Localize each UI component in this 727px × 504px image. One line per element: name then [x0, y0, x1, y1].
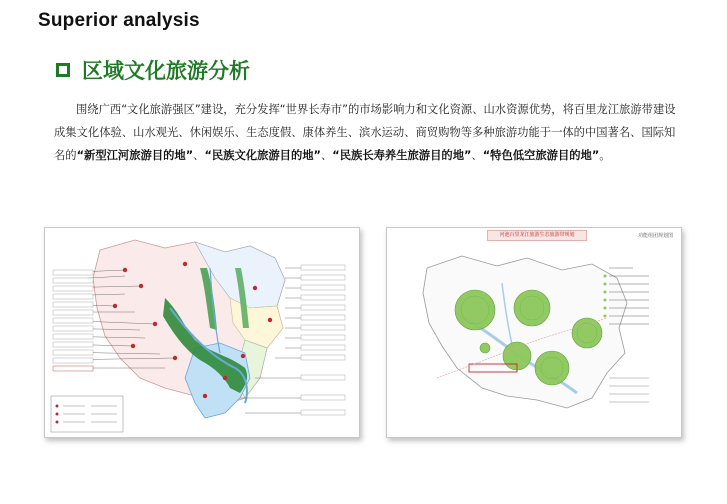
separator-2: 、 [320, 149, 333, 162]
section-title-text: 区域文化旅游分析 [82, 59, 250, 83]
intro-text: 围绕广西“文化旅游强区”建设，充分发挥“世界长寿市”的市场影响力和文化资源、山水资源优势，将百里龙江旅游带建设成集文化体验、山水观光、休闲娱乐、生态度假、康体养生、滨水运动、商贸购物等多种旅游功能于一体的中国著名、国际知名的 [54, 103, 676, 162]
section-heading [56, 56, 250, 84]
highlight-destination-4: “特色低空旅游目的地” [482, 149, 600, 162]
right-map-title: 河池百里龙江旅游生态旅游带规划 [487, 230, 587, 241]
separator-3: 、 [471, 149, 483, 162]
intro-paragraph [54, 98, 684, 167]
paragraph-end: 。 [599, 149, 611, 162]
page-header-title: Superior analysis [38, 10, 200, 31]
cluster-map-graphic [387, 228, 681, 437]
square-outline-icon [56, 63, 70, 77]
highlight-destination-3: “民族长寿养生旅游目的地” [332, 149, 472, 162]
regional-tourism-map [44, 227, 360, 438]
highlight-destination-2: “民族文化旅游目的地” [204, 149, 321, 162]
separator-1: 、 [193, 149, 205, 162]
functional-cluster-map [386, 227, 682, 438]
right-map-subtitle: 功能组团规划图 [637, 233, 673, 239]
regional-map-graphic [45, 228, 359, 437]
highlight-destination-1: “新型江河旅游目的地” [76, 149, 194, 162]
